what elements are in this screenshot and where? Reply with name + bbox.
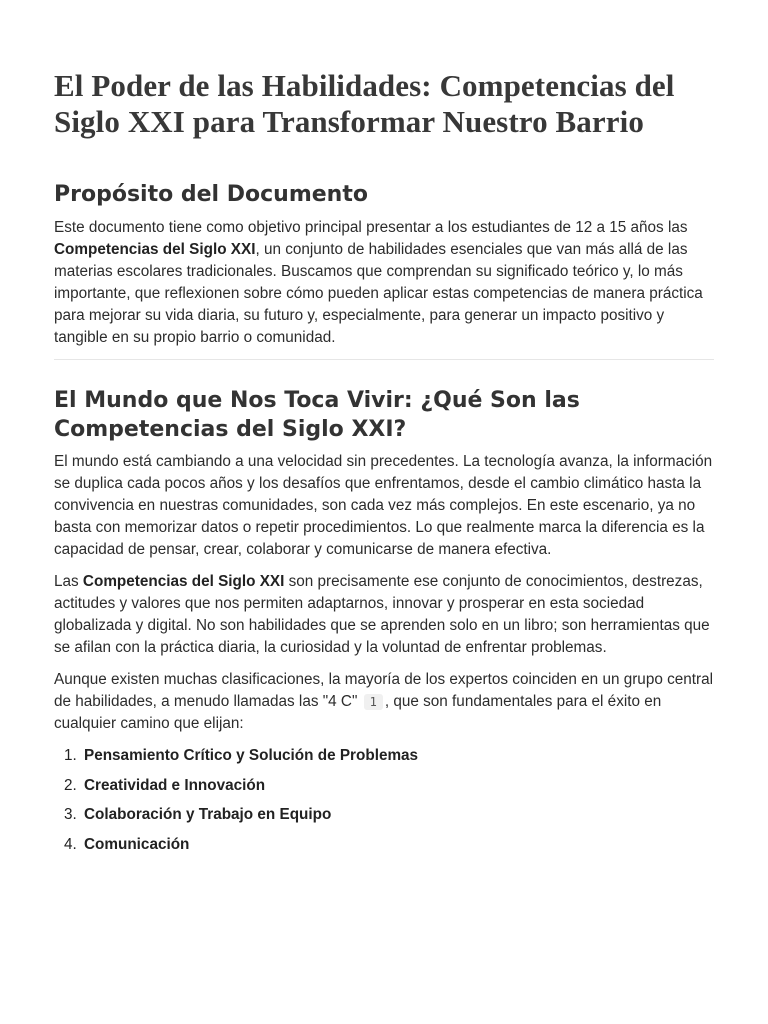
world-paragraph-3 <box>54 669 714 735</box>
purpose-heading: Propósito del Documento <box>54 182 368 207</box>
purpose-text-after: , un conjunto de habilidades esenciales que van más allá de las materias escolares tradicionales. Buscamos que comprendan su significado teórico y, lo más importante, que reflexionen sobre cómo pueden aplicar estas competencias de manera práctica para mejorar su vida diaria, su futuro y, especialmente, para generar un impacto positivo y tangible en su propio barrio o comunidad. <box>54 241 703 346</box>
purpose-paragraph <box>54 217 714 349</box>
list-item-label: Colaboración y Trabajo en Equipo <box>84 806 332 823</box>
competencies-list <box>54 745 714 856</box>
purpose-bold-term: Competencias del Siglo XXI <box>54 241 256 258</box>
world-p3-before: Aunque existen muchas clasificaciones, la mayoría de los expertos coinciden en un grupo central de habilidades, a menudo llamadas las "4 C" <box>54 671 713 710</box>
world-p2-before: Las <box>54 573 83 590</box>
world-p2-after: son precisamente ese conjunto de conocimientos, destrezas, actitudes y valores que nos permiten adaptarnos, innovar y prosperar en esta sociedad globalizada y digital. No son habilidades que se aprenden solo en un libro; son herramientas que se afilan con la práctica diaria, la curiosidad y la voluntad de enfrentar problemas. <box>54 573 710 656</box>
list-item <box>81 804 714 826</box>
footnote-reference[interactable]: 1 <box>364 694 383 710</box>
list-item-label: Creatividad e Innovación <box>84 776 266 794</box>
world-p2-bold-term: Competencias del Siglo XXI <box>82 573 285 590</box>
list-item-label: Pensamiento Crítico y Solución de Problemas <box>84 747 419 764</box>
section-divider <box>54 359 714 360</box>
world-paragraph-2 <box>54 571 714 659</box>
document-title: El Poder de las Habilidades: Competencias del Siglo XXI para Transformar Nuestro Barrio <box>54 68 675 139</box>
list-item <box>81 775 714 797</box>
list-item-label: Comunicación <box>84 835 190 853</box>
world-paragraph-1: El mundo está cambiando a una velocidad sin precedentes. La tecnología avanza, la información se duplica cada pocos años y los desafíos que enfrentamos, desde el cambio climático hasta la convivencia en nuestras comunidades, son cada vez más complejos. En este escenario, ya no basta con memorizar datos o repetir procedimientos. Lo que realmente marca la diferencia es la capacidad de pensar, crear, colaborar y comunicarse de manera efectiva. <box>54 453 713 558</box>
list-item <box>81 834 714 856</box>
purpose-section <box>54 180 714 349</box>
list-item <box>81 745 714 767</box>
world-p3-after: , que son fundamentales para el éxito en cualquier camino que elijan: <box>54 693 662 732</box>
world-heading: El Mundo que Nos Toca Vivir: ¿Qué Son las Competencias del Siglo XXI? <box>54 388 580 442</box>
purpose-text-before: Este documento tiene como objetivo principal presentar a los estudiantes de 12 a 15 años las <box>54 219 688 236</box>
world-section <box>54 386 714 856</box>
